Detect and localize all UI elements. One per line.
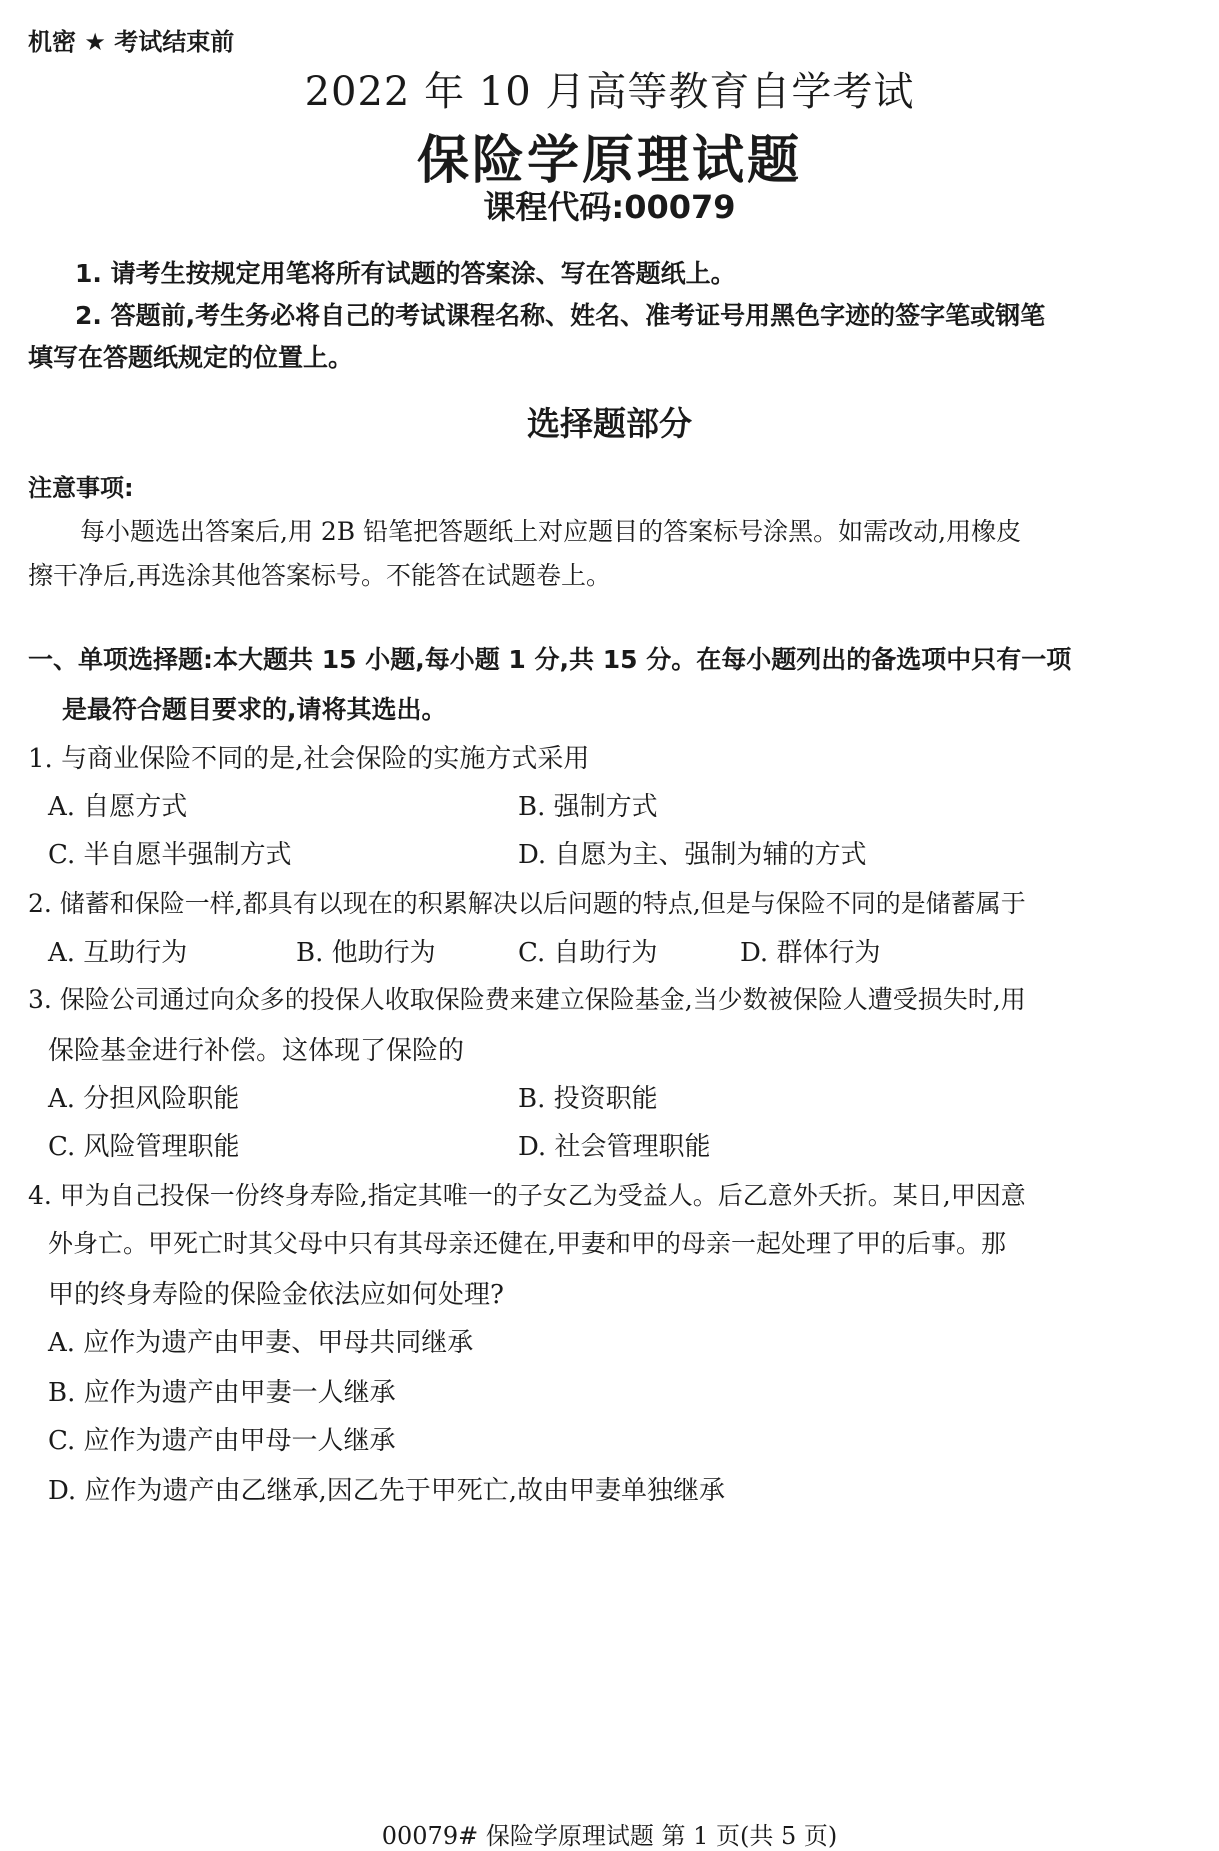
question-4-stem: 4. 甲为自己投保一份终身寿险,指定其唯一的子女乙为受益人。后乙意外夭折。某日,甲因意 [28,1181,1026,1210]
question-3-option-d: D. 社会管理职能 [518,1132,711,1162]
instruction-2: 2. 答题前,考生务必将自己的考试课程名称、姓名、准考证号用黑色字迹的签字笔或钢笔 [75,301,1046,330]
question-3-option-a: A. 分担风险职能 [48,1084,240,1114]
question-1-stem: 1. 与商业保险不同的是,社会保险的实施方式采用 [28,744,590,774]
secret-mark: 机密 ★ 考试结束前 [28,28,235,56]
question-1-option-d: D. 自愿为主、强制为辅的方式 [518,840,867,870]
question-4-stem-cont-2: 甲的终身寿险的保险金依法应如何处理? [48,1280,504,1310]
question-1-option-a: A. 自愿方式 [48,792,188,822]
question-3-option-b: B. 投资职能 [518,1084,658,1114]
question-2-option-c: C. 自助行为 [518,938,658,968]
section-title: 选择题部分 [527,404,692,443]
question-2-stem: 2. 储蓄和保险一样,都具有以现在的积累解决以后问题的特点,但是与保险不同的是储蓄属于 [28,889,1026,918]
question-4-stem-cont-1: 外身亡。甲死亡时其父母中只有其母亲还健在,甲妻和甲的母亲一起处理了甲的后事。那 [48,1229,1006,1258]
question-4-option-d: D. 应作为遗产由乙继承,因乙先于甲死亡,故由甲妻单独继承 [48,1476,725,1506]
question-3-stem: 3. 保险公司通过向众多的投保人收取保险费来建立保险基金,当少数被保险人遭受损失时,用 [28,985,1026,1014]
part-heading-cont: 是最符合题目要求的,请将其选出。 [62,695,447,724]
instruction-1: 1. 请考生按规定用笔将所有试题的答案涂、写在答题纸上。 [75,259,736,288]
exam-name: 2022 年 10 月高等教育自学考试 [304,69,915,115]
question-1-option-c: C. 半自愿半强制方式 [48,840,292,870]
question-2-option-d: D. 群体行为 [740,938,881,968]
question-2-option-b: B. 他助行为 [296,938,436,968]
question-4-option-b: B. 应作为遗产由甲妻一人继承 [48,1378,396,1408]
question-1-option-b: B. 强制方式 [518,792,658,822]
page-footer: 00079# 保险学原理试题 第 1 页(共 5 页) [381,1822,838,1850]
notes-text-1: 每小题选出答案后,用 2B 铅笔把答题纸上对应题目的答案标号涂黑。如需改动,用橡皮 [80,517,1022,546]
question-4-option-c: C. 应作为遗产由甲母一人继承 [48,1426,396,1456]
part-heading: 一、单项选择题:本大题共 15 小题,每小题 1 分,共 15 分。在每小题列出的备选项中只有一项 [28,645,1072,674]
instruction-2-cont: 填写在答题纸规定的位置上。 [28,343,354,372]
question-3-option-c: C. 风险管理职能 [48,1132,240,1162]
question-2-option-a: A. 互助行为 [48,938,188,968]
question-3-stem-cont: 保险基金进行补偿。这体现了保险的 [48,1036,465,1066]
notes-text-2: 擦干净后,再选涂其他答案标号。不能答在试题卷上。 [28,561,611,590]
subject-title: 保险学原理试题 [416,131,802,191]
course-code: 课程代码:00079 [483,188,736,226]
notes-label: 注意事项: [28,474,134,502]
question-4-option-a: A. 应作为遗产由甲妻、甲母共同继承 [48,1328,474,1358]
